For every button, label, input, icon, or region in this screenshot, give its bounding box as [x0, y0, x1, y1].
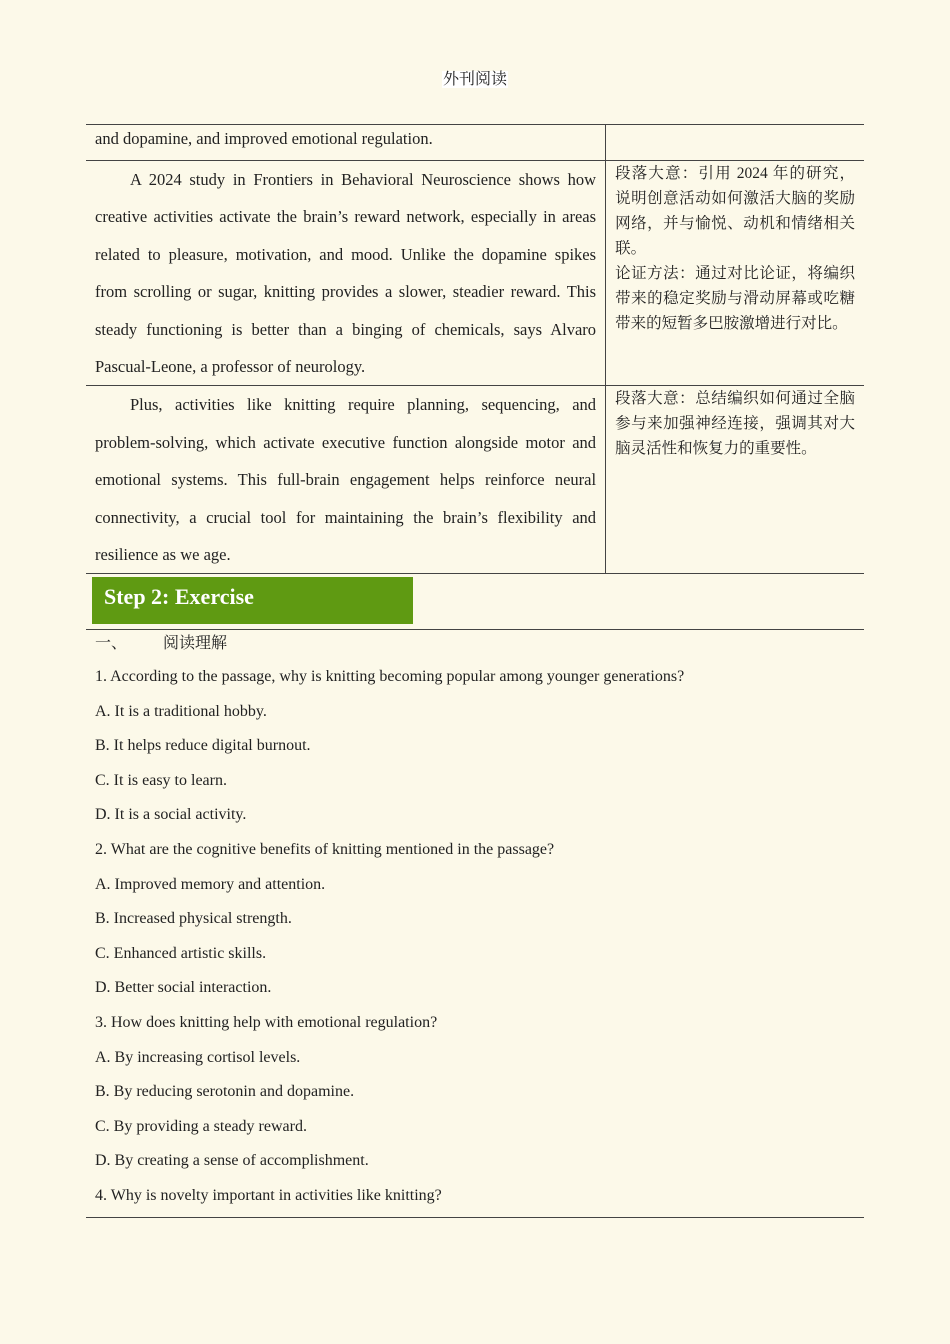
list-item: A. Improved memory and attention.	[95, 875, 326, 893]
chinese-note-cell	[606, 125, 864, 161]
paragraph-summary-note: 段落大意：引用 2024 年的研究，说明创意活动如何激活大脑的奖励网络，并与愉悦、动机和情绪相关联。	[615, 165, 855, 257]
list-item: C. It is easy to learn.	[95, 771, 227, 789]
list-item: D. Better social interaction.	[95, 979, 272, 997]
list-item: B. It helps reduce digital burnout.	[95, 737, 311, 755]
english-cell	[86, 161, 606, 386]
list-item: D. It is a social activity.	[95, 806, 247, 824]
divider	[86, 629, 864, 630]
header-title-text: 外刊阅读	[442, 71, 507, 88]
chinese-note-cell	[606, 161, 864, 386]
table-row	[86, 161, 864, 386]
table-row	[86, 125, 864, 161]
question-list	[95, 666, 855, 1220]
reading-annotation-table	[86, 124, 864, 574]
paragraph-summary-note: 段落大意：总结编织如何通过全脑参与来加强神经连接，强调其对大脑灵活性和恢复力的重要性。	[615, 390, 855, 458]
list-item: 2. What are the cognitive benefits of knitting mentioned in the passage?	[95, 840, 555, 858]
english-paragraph: A 2024 study in Frontiers in Behavioral Neuroscience shows how creative activities activate the brain’s reward network, especially in areas related to pleasure, motivation, and mood. Unlike the dopamine spikes from scrolling or sugar, knitting provides a slower, steadier reward. This steady functioning is better than a binging of chemicals, says Alvaro Pascual-Leone, a professor of neurology.	[95, 170, 597, 377]
list-item: C. Enhanced artistic skills.	[95, 944, 267, 962]
section-title: 阅读理解	[163, 635, 228, 652]
list-item: A. It is a traditional hobby.	[95, 702, 267, 720]
list-item: C. By providing a steady reward.	[95, 1117, 307, 1135]
english-paragraph: and dopamine, and improved emotional regulation.	[95, 129, 433, 148]
chinese-note-cell	[606, 386, 864, 574]
argument-method-note: 论证方法：通过对比论证，将编织带来的稳定奖励与滑动屏幕或吃糖带来的短暂多巴胺激增进行对比。	[615, 265, 855, 332]
list-item: 3. How does knitting help with emotional regulation?	[95, 1013, 438, 1031]
divider	[86, 1217, 864, 1218]
list-item: D. By creating a sense of accomplishment.	[95, 1152, 369, 1170]
list-item: B. Increased physical strength.	[95, 910, 292, 928]
table-row	[86, 386, 864, 574]
english-paragraph: Plus, activities like knitting require planning, sequencing, and problem-solving, which activate executive function alongside motor and emotional systems. This full-brain engagement helps reinforce neural connectivity, a crucial tool for maintaining the brain’s flexibility and resilience as we age.	[95, 395, 597, 565]
list-item: B. By reducing serotonin and dopamine.	[95, 1083, 355, 1101]
english-cell	[86, 125, 606, 161]
section-number: 一、	[95, 635, 128, 652]
list-item: A. By increasing cortisol levels.	[95, 1048, 301, 1066]
list-item: 4. Why is novelty important in activities like knitting?	[95, 1186, 442, 1204]
english-cell	[86, 386, 606, 574]
list-item: 1. According to the passage, why is knitting becoming popular among younger generations?	[95, 668, 685, 685]
page-header-title	[0, 66, 950, 89]
step-banner: Step 2: Exercise	[92, 577, 413, 624]
section-heading	[95, 633, 227, 655]
